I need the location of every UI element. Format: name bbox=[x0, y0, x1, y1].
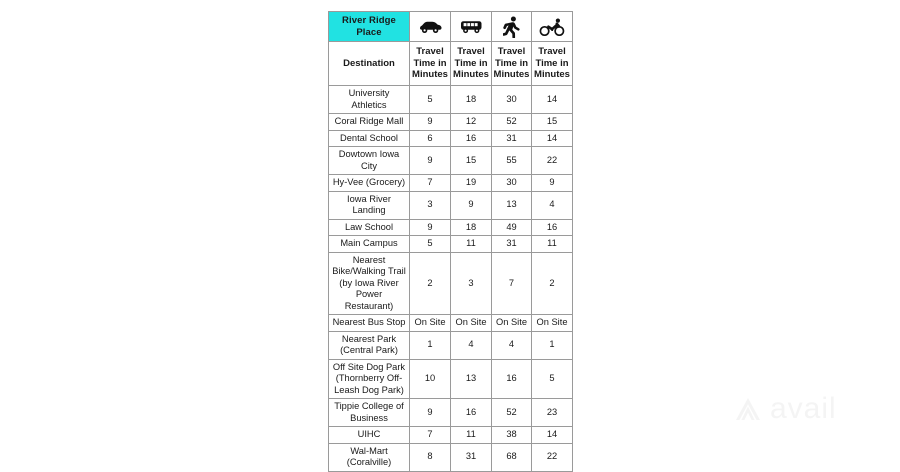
table-row bbox=[329, 399, 573, 427]
travel-time-cell: 16 bbox=[492, 359, 532, 399]
travel-time-cell: 9 bbox=[532, 175, 573, 192]
travel-time-cell: 14 bbox=[532, 86, 573, 114]
avail-watermark-text: avail bbox=[770, 392, 837, 425]
travel-time-cell: 30 bbox=[492, 175, 532, 192]
travel-time-cell: 2 bbox=[410, 252, 451, 315]
travel-time-cell: 14 bbox=[532, 130, 573, 147]
travel-time-cell: 9 bbox=[410, 114, 451, 131]
car-travel-time-label: Travel Time in Minutes bbox=[410, 42, 451, 86]
travel-time-cell: 9 bbox=[410, 219, 451, 236]
travel-time-cell: 16 bbox=[451, 130, 492, 147]
destination-cell: Nearest Park (Central Park) bbox=[329, 331, 410, 359]
table-row bbox=[329, 175, 573, 192]
walking-mode-header bbox=[492, 12, 532, 42]
travel-time-cell: 11 bbox=[532, 236, 573, 253]
travel-time-cell: On Site bbox=[532, 315, 573, 332]
travel-time-cell: 22 bbox=[532, 147, 573, 175]
destination-cell: Nearest Bus Stop bbox=[329, 315, 410, 332]
destination-column-header: Destination bbox=[329, 42, 410, 86]
travel-time-cell: 13 bbox=[451, 359, 492, 399]
travel-time-cell: 18 bbox=[451, 219, 492, 236]
car-mode-header bbox=[410, 12, 451, 42]
destination-cell: UIHC bbox=[329, 427, 410, 444]
bus-mode-header bbox=[451, 12, 492, 42]
walking-travel-time-label: Travel Time in Minutes bbox=[492, 42, 532, 86]
travel-time-cell: 52 bbox=[492, 399, 532, 427]
bicycle-icon bbox=[532, 18, 572, 36]
table-row bbox=[329, 443, 573, 471]
avail-watermark bbox=[733, 393, 893, 425]
travel-times-table bbox=[328, 11, 573, 472]
travel-time-cell: 11 bbox=[451, 236, 492, 253]
bus-travel-time-label: Travel Time in Minutes bbox=[451, 42, 492, 86]
travel-time-cell: 5 bbox=[410, 236, 451, 253]
travel-time-cell: 38 bbox=[492, 427, 532, 444]
travel-time-cell: 68 bbox=[492, 443, 532, 471]
destination-cell: Off Site Dog Park (Thornberry Off-Leash Dog Park) bbox=[329, 359, 410, 399]
travel-time-cell: 3 bbox=[451, 252, 492, 315]
travel-time-cell: 11 bbox=[451, 427, 492, 444]
table-row bbox=[329, 130, 573, 147]
travel-time-cell: 5 bbox=[532, 359, 573, 399]
travel-time-cell: 22 bbox=[532, 443, 573, 471]
travel-time-cell: 19 bbox=[451, 175, 492, 192]
bicycle-mode-header bbox=[532, 12, 573, 42]
table-row bbox=[329, 114, 573, 131]
travel-time-cell: 31 bbox=[492, 236, 532, 253]
travel-time-cell: 13 bbox=[492, 191, 532, 219]
travel-time-cell: 9 bbox=[451, 191, 492, 219]
car-icon bbox=[410, 19, 450, 34]
travel-time-cell: 7 bbox=[410, 427, 451, 444]
travel-times-table-container bbox=[328, 11, 573, 472]
travel-time-cell: On Site bbox=[492, 315, 532, 332]
destination-cell: Tippie College of Business bbox=[329, 399, 410, 427]
travel-time-cell: 9 bbox=[410, 399, 451, 427]
brand-title-cell: River Ridge Place bbox=[329, 12, 410, 42]
travel-time-cell: 4 bbox=[532, 191, 573, 219]
travel-time-cell: 1 bbox=[532, 331, 573, 359]
travel-time-cell: 2 bbox=[532, 252, 573, 315]
destination-cell: Coral Ridge Mall bbox=[329, 114, 410, 131]
travel-time-cell: 7 bbox=[410, 175, 451, 192]
travel-time-cell: 31 bbox=[492, 130, 532, 147]
table-row bbox=[329, 219, 573, 236]
column-label-row bbox=[329, 42, 573, 86]
destination-cell: University Athletics bbox=[329, 86, 410, 114]
destination-cell: Iowa River Landing bbox=[329, 191, 410, 219]
bus-icon bbox=[451, 19, 491, 34]
travel-time-cell: 31 bbox=[451, 443, 492, 471]
table-row bbox=[329, 86, 573, 114]
travel-time-cell: 52 bbox=[492, 114, 532, 131]
destination-cell: Hy-Vee (Grocery) bbox=[329, 175, 410, 192]
travel-time-cell: 15 bbox=[532, 114, 573, 131]
travel-time-cell: 16 bbox=[532, 219, 573, 236]
table-header bbox=[329, 12, 573, 86]
table-row bbox=[329, 236, 573, 253]
travel-time-cell: 10 bbox=[410, 359, 451, 399]
travel-time-cell: 5 bbox=[410, 86, 451, 114]
table-body bbox=[329, 86, 573, 472]
table-row bbox=[329, 331, 573, 359]
bicycle-travel-time-label: Travel Time in Minutes bbox=[532, 42, 573, 86]
travel-time-cell: 1 bbox=[410, 331, 451, 359]
travel-time-cell: 18 bbox=[451, 86, 492, 114]
table-row bbox=[329, 315, 573, 332]
travel-time-cell: 15 bbox=[451, 147, 492, 175]
travel-time-cell: 55 bbox=[492, 147, 532, 175]
travel-time-cell: 30 bbox=[492, 86, 532, 114]
travel-time-cell: 12 bbox=[451, 114, 492, 131]
travel-time-cell: 14 bbox=[532, 427, 573, 444]
table-row bbox=[329, 427, 573, 444]
travel-time-cell: On Site bbox=[451, 315, 492, 332]
walking-icon bbox=[492, 16, 531, 38]
travel-time-cell: 6 bbox=[410, 130, 451, 147]
avail-chevron-logo-icon bbox=[733, 395, 763, 423]
destination-cell: Wal-Mart (Coralville) bbox=[329, 443, 410, 471]
travel-time-cell: 4 bbox=[492, 331, 532, 359]
travel-time-cell: 16 bbox=[451, 399, 492, 427]
table-row bbox=[329, 191, 573, 219]
destination-cell: Main Campus bbox=[329, 236, 410, 253]
travel-time-cell: 7 bbox=[492, 252, 532, 315]
travel-time-cell: On Site bbox=[410, 315, 451, 332]
travel-time-cell: 8 bbox=[410, 443, 451, 471]
travel-time-cell: 23 bbox=[532, 399, 573, 427]
travel-time-cell: 9 bbox=[410, 147, 451, 175]
table-row bbox=[329, 252, 573, 315]
mode-icon-row bbox=[329, 12, 573, 42]
destination-cell: Nearest Bike/Walking Trail (by Iowa River Power Restaurant) bbox=[329, 252, 410, 315]
destination-cell: Law School bbox=[329, 219, 410, 236]
table-row bbox=[329, 359, 573, 399]
travel-time-cell: 49 bbox=[492, 219, 532, 236]
travel-time-cell: 3 bbox=[410, 191, 451, 219]
travel-time-cell: 4 bbox=[451, 331, 492, 359]
destination-cell: Dental School bbox=[329, 130, 410, 147]
destination-cell: Dowtown Iowa City bbox=[329, 147, 410, 175]
table-row bbox=[329, 147, 573, 175]
